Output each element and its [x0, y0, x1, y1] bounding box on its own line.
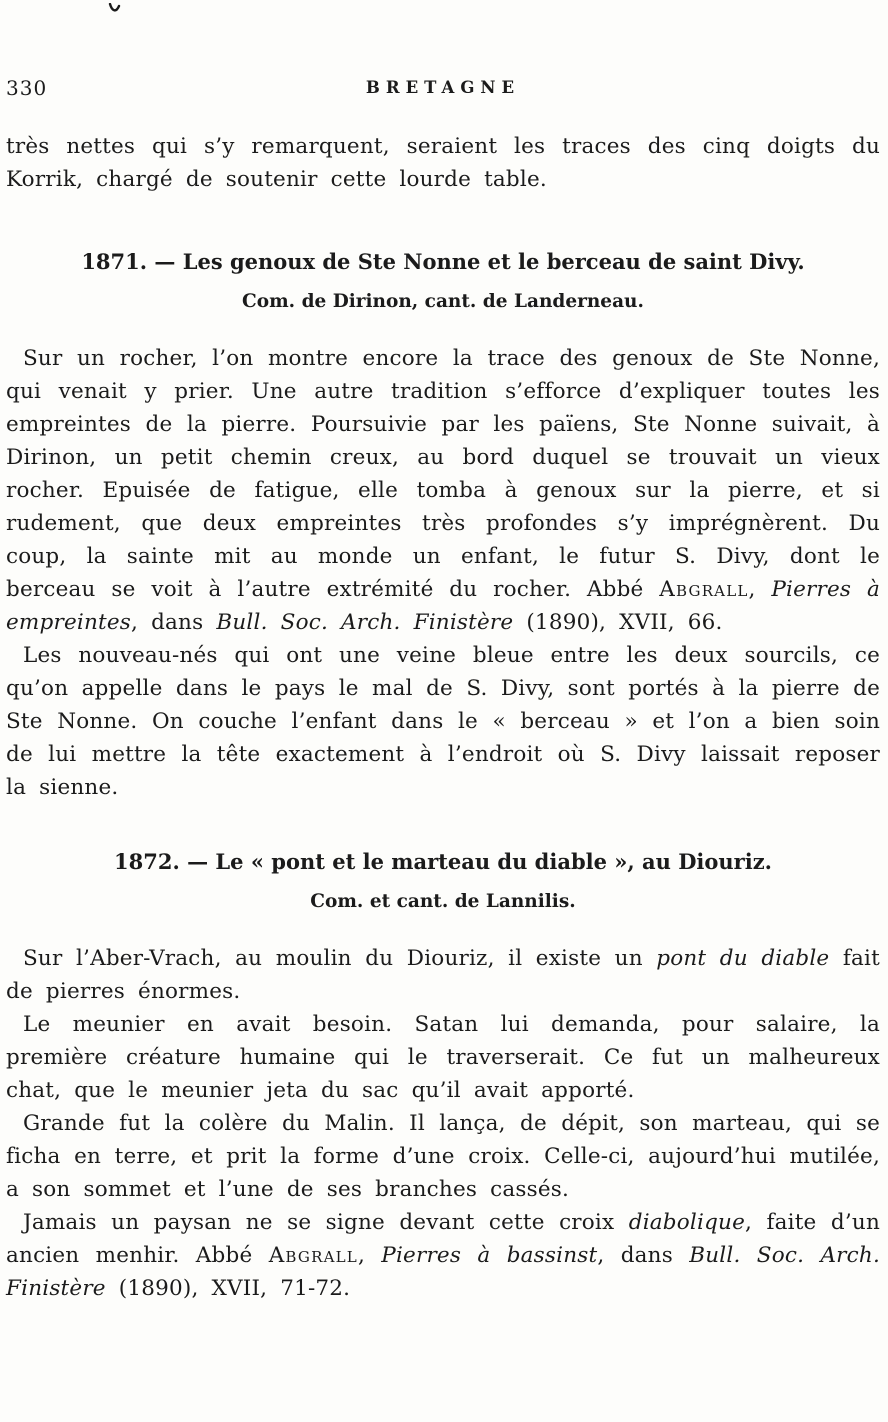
entry-1872-subheading: Com. et cant. de Lannilis.: [310, 891, 576, 912]
entry-1871-heading: 1871. — Les genoux de Ste Nonne et le berceau de saint Divy.: [81, 249, 805, 274]
page-header: [6, 74, 880, 100]
entry-1872: [6, 848, 880, 1305]
entry-1872-paragraph-2: Le meunier en avait besoin. Satan lui demanda, pour salaire, la première créature humaine qui le traverserait. Ce fut un malheureux chat, que le meunier jeta du sac qu’il avait apporté.: [6, 1012, 880, 1103]
entry-1871-subheading: Com. de Dirinon, cant. de Landerneau.: [242, 291, 644, 312]
page-number: 330: [6, 76, 48, 100]
entry-1872-paragraph-3: Grande fut la colère du Malin. Il lança, de dépit, son marteau, qui se ficha en terre, et prit la forme d’une croix. Celle-ci, aujourd’hui mutilée, a son sommet et l’une de ses branches cassés.: [6, 1111, 880, 1202]
entry-1871: [6, 248, 880, 804]
entry-1872-heading: 1872. — Le « pont et le marteau du diable », au Diouriz.: [114, 849, 772, 874]
entry-1872-paragraph-1: Sur l’Aber-Vrach, au moulin du Diouriz, il existe un pont du diable fait de pierres énormes.: [6, 946, 880, 1004]
entry-1871-paragraph-2: Les nouveau-nés qui ont une veine bleue entre les deux sourcils, ce qu’on appelle dans le pays le mal de S. Divy, sont portés à la pierre de Ste Nonne. On couche l’enfant dans le « berceau » et l’on a bien soin de lui mettre la tête exactement à l’endroit où S. Divy laissait reposer la sienne.: [6, 643, 880, 800]
lead-paragraph: très nettes qui s’y remarquent, seraient les traces des cinq doigts du Korrik, chargé de soutenir cette lourde table.: [6, 134, 880, 192]
running-title: BRETAGNE: [365, 78, 521, 97]
page-edge-artifact-icon: [108, 0, 122, 12]
entry-1871-paragraph-1: Sur un rocher, l’on montre encore la trace des genoux de Ste Nonne, qui venait y prier. Une autre tradition s’efforce d’expliquer toutes les empreintes de la pierre. Poursuivie par les païens, Ste Nonne suivait, à Dirinon, un petit chemin creux, au bord duquel se trouvait un vieux rocher. Epuisée de fatigue, elle tomba à genoux sur la pierre, et si rudement, que deux empreintes très profondes s’y imprégnèrent. Du coup, la sainte mit au monde un enfant, le futur S. Divy, dont le berceau se voit à l’autre extrémité du rocher. Abbé Abgrall, Pierres à empreintes, dans Bull. Soc. Arch. Finistère (1890), XVII, 66.: [6, 346, 880, 635]
entry-1872-paragraph-4: Jamais un paysan ne se signe devant cette croix diabolique, faite d’un ancien menhir. Abbé Abgrall, Pierres à bassinst, dans Bull. Soc. Arch. Finistère (1890), XVII, 71-72.: [6, 1210, 880, 1301]
